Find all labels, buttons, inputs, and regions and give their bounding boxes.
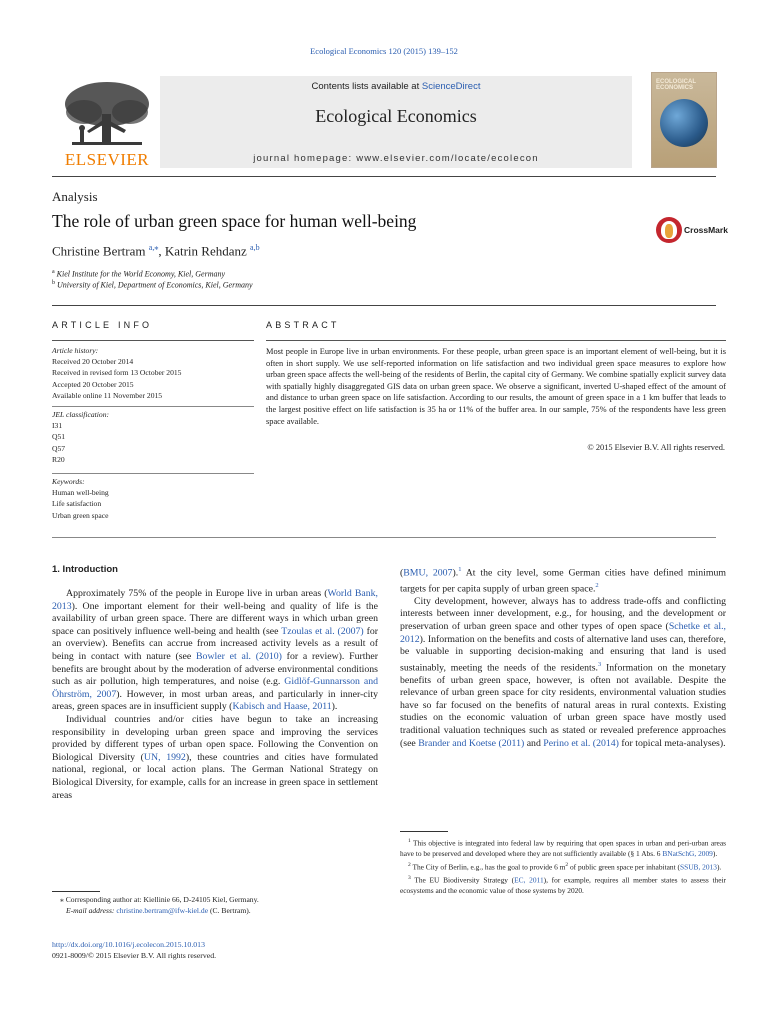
history-item: Available online 11 November 2015 <box>52 390 163 400</box>
footnote-divider <box>400 831 448 832</box>
text: Information on the monetary benefits of urban green space, however, is often not available. Despite the relevance of urban green space for city residents, environmental valuation studies have so far focused on the benefits of natural areas in rural contexts. Existing studies on the economic valuation of urban green space have mostly used traditional valuation techniques such as stated or revealed preference approaches (see <box>400 661 726 749</box>
body-left-column <box>52 588 378 802</box>
citation-link[interactable]: World Bank, 2013 <box>52 588 378 612</box>
author-affiliation-link[interactable]: a, <box>148 243 155 252</box>
contents-line <box>160 81 632 92</box>
affiliation-a <box>52 269 225 279</box>
citation-link[interactable]: Brander and Koetse (2011) <box>418 737 525 749</box>
citation-link[interactable]: BNatSchG, 2009 <box>662 849 713 859</box>
article-info-heading: ARTICLE INFO <box>52 320 153 330</box>
citation-link[interactable]: Gidlöf-Gunnarsson and Öhrström, 2007 <box>52 676 378 700</box>
text: for an overview). Benefits can accrue from increased activity levels as a result of being in contact with nature (see <box>52 625 378 662</box>
text: ). One important element for their well-being and quality of life is the availability of urban green space. There are different ways in which urban green space can positively influence well-being and health (see <box>52 600 378 637</box>
citation-link[interactable]: Perino et al. (2014) <box>543 737 619 749</box>
article-info-divider <box>52 340 254 341</box>
citation-link[interactable]: UN, 1992 <box>143 751 186 763</box>
text: At the city level, some German cities have defined minimum targets for per capita supply of urban green space. <box>400 567 726 595</box>
text: Corresponding author at: Kiellinie 66, D-24105 Kiel, Germany. <box>65 895 259 904</box>
doi-link[interactable]: http://dx.doi.org/10.1016/j.ecolecon.2015.10.013 <box>52 940 205 949</box>
footnote-marker: ⁎ <box>60 895 64 904</box>
affiliation-text: University of Kiel, Department of Economics, Kiel, Germany <box>57 280 253 290</box>
footnotes <box>400 836 726 896</box>
citation-link[interactable]: Kabisch and Haase, 2011 <box>232 701 332 713</box>
header-divider <box>52 176 716 177</box>
body-right-column <box>400 564 726 750</box>
keywords-label: Keywords: <box>52 477 85 486</box>
sciencedirect-link[interactable]: ScienceDirect <box>421 81 481 92</box>
text: for a review). Further benefits are brought about by the moderation of adverse environmental conditions such as air pollution, high temperatures, and noise (e.g. <box>52 650 378 688</box>
history-label: Article history: <box>52 346 99 355</box>
contents-prefix: Contents lists available at <box>311 81 422 92</box>
abstract-text: Most people in Europe live in urban environments. For these people, urban green space is an important element of well-being, but it is often in short supply. We use self-reported information on life satisfaction and two individual green space measures to explore how urban green space affects the well-being of the residents of Berlin, the capital city of Germany. We combine spatially explicit survey data with spatially highly disaggregated GIS data on urban green space. We observe a significant, inverted U-shaped effect of the amount of and distance to urban green space on life satisfaction. According to our results, the amount of green space in a 1 km buffer that leads to the largest positive effect on life satisfaction is 35 ha or 11% of the buffer area. In our sample, 75% of the respondents have less green space available. <box>266 347 726 426</box>
author-name: Christine Bertram <box>52 243 146 259</box>
homepage-prefix: journal homepage: <box>253 153 357 164</box>
footnote <box>400 860 726 873</box>
jel-label: JEL classification: <box>52 410 110 419</box>
email-label: E-mail address: <box>66 906 117 916</box>
keywords-divider <box>52 473 254 474</box>
text: ). However, in most urban areas, and particularly in inner-city areas, green spaces are in insufficient supply ( <box>52 688 378 713</box>
citation-link[interactable]: Tzoulas et al. (2007) <box>281 625 364 637</box>
jel-classification <box>52 409 252 465</box>
text: The City of Berlin, e.g., has the goal to provide 6 m <box>412 862 566 872</box>
crossmark-icon <box>656 217 682 243</box>
affiliation-label: b <box>52 280 55 286</box>
article-section-label: Analysis <box>52 189 98 204</box>
journal-cover-image[interactable] <box>651 72 717 168</box>
keyword: Life satisfaction <box>52 499 102 509</box>
paragraph <box>52 714 378 802</box>
paragraph <box>400 564 726 596</box>
citation-link[interactable]: Schetke et al., 2012 <box>400 620 726 645</box>
citation-link[interactable]: BMU, 2007 <box>403 567 453 579</box>
footnote-number: 3 <box>408 874 411 881</box>
text: ), these countries and cities have formulated national, regional, or local action plans. The German National Strategy on Biological Diversity, for example, calls for an increase in green space in settlement areas <box>52 751 378 801</box>
cover-globe-image <box>660 99 708 147</box>
email-link[interactable]: christine.bertram@ifw-kiel.de <box>116 906 209 916</box>
jel-code: Q51 <box>52 432 66 442</box>
issn-copyright: 0921-8009/© 2015 Elsevier B.V. All rights reserved. <box>52 951 217 960</box>
corresponding-author-link[interactable]: ⁎ <box>154 243 159 252</box>
footnote-number: 2 <box>408 861 411 868</box>
citation-link[interactable]: EC, 2011 <box>514 875 544 885</box>
footnote-divider <box>52 891 100 892</box>
history-item: Accepted 20 October 2015 <box>52 379 134 389</box>
paper-title: The role of urban green space for human well-being <box>52 211 417 231</box>
text: of public green space per inhabitant ( <box>568 862 680 872</box>
footnote-link[interactable]: 1 <box>458 566 462 573</box>
jel-code: I31 <box>52 421 63 431</box>
text: ), for example, requires all member states to assess their ecosystems and the economic value of those systems by 2020. <box>400 875 726 895</box>
elsevier-wordmark: ELSEVIER <box>64 150 150 169</box>
text: ( <box>400 567 404 579</box>
author-separator: , <box>158 243 165 259</box>
history-item: Received 20 October 2014 <box>52 357 134 367</box>
text: for topical meta-analyses). <box>618 737 726 749</box>
paragraph <box>400 596 726 750</box>
jel-divider <box>52 406 254 407</box>
text: This objective is integrated into federal law by requiring that open spaces in urban and peri-urban areas have to be preserved and developed where they are not sufficiently available (§ 1 Abs. 6 <box>400 838 726 859</box>
superscript: 2 <box>565 861 569 868</box>
body-divider <box>52 537 716 538</box>
author-list <box>52 243 260 259</box>
footnote <box>400 836 726 860</box>
jel-code: Q57 <box>52 443 66 453</box>
keywords <box>52 476 252 521</box>
footnote-link[interactable]: 2 <box>595 581 599 589</box>
keyword: Urban green space <box>52 510 109 520</box>
footnote-number: 1 <box>408 838 411 844</box>
text: The EU Biodiversity Strategy ( <box>414 875 515 885</box>
keyword: Human well-being <box>52 488 109 498</box>
journal-homepage-line <box>160 153 632 164</box>
abstract-heading: ABSTRACT <box>266 320 340 330</box>
jel-code: R20 <box>52 454 65 464</box>
text: ). <box>712 849 718 859</box>
footnote-link[interactable]: 3 <box>597 660 602 668</box>
journal-title: Ecological Economics <box>315 106 477 126</box>
citation-link[interactable]: Bowler et al. (2010) <box>196 650 282 662</box>
text: ). Information on the benefits and costs of alternative land uses can, therefore, be valuable in supporting decision-making and ensuring that land is used sustainably, meeting the needs of the residents. <box>400 633 726 673</box>
crossmark-button[interactable] <box>656 217 728 247</box>
homepage-url-link[interactable]: www.elsevier.com/locate/ecolecon <box>356 153 539 164</box>
cover-title: ECOLOGICAL ECONOMICS <box>656 79 696 92</box>
author-name: Katrin Rehdanz <box>164 243 247 259</box>
abstract-divider <box>266 340 726 341</box>
paragraph <box>52 588 378 714</box>
history-item: Received in revised form 13 October 2015 <box>52 368 182 378</box>
affiliation-b <box>52 280 253 290</box>
journal-citation-link[interactable]: Ecological Economics 120 (2015) 139–152 <box>310 46 458 56</box>
corresponding-author-note <box>60 894 380 916</box>
text: ). <box>331 701 338 713</box>
text: Individual countries and/or cities have begun to take an increasing responsibility in developing urban green space and improving the services provided by different types of urban open space. Following the Convention on Biological Diversity ( <box>52 713 378 763</box>
text: City development, however, always has to address trade-offs and conflicting interests between inner development, e.g., for housing, and the development or preservation of urban green space and other types of open space ( <box>400 595 726 632</box>
citation-link[interactable]: SSUB, 2013 <box>679 862 717 872</box>
abstract-copyright: © 2015 Elsevier B.V. All rights reserved. <box>587 443 725 452</box>
text: ). <box>716 862 722 872</box>
introduction-heading: 1. Introduction <box>52 564 118 575</box>
affiliation-text: Kiel Institute for the World Economy, Kiel, Germany <box>56 269 226 279</box>
author-affiliation-link[interactable]: a,b <box>250 243 260 252</box>
text: ). <box>452 567 459 579</box>
footnote <box>400 873 726 897</box>
crossmark-icon-core <box>665 224 673 238</box>
crossmark-label: CrossMark <box>684 225 728 235</box>
text: Approximately 75% of the people in Europe live in urban areas ( <box>66 588 328 599</box>
text: (C. Bertram). <box>208 906 251 916</box>
affiliation-label: a <box>52 269 55 275</box>
title-divider <box>52 305 716 306</box>
article-history <box>52 345 252 401</box>
text: and <box>524 737 544 749</box>
